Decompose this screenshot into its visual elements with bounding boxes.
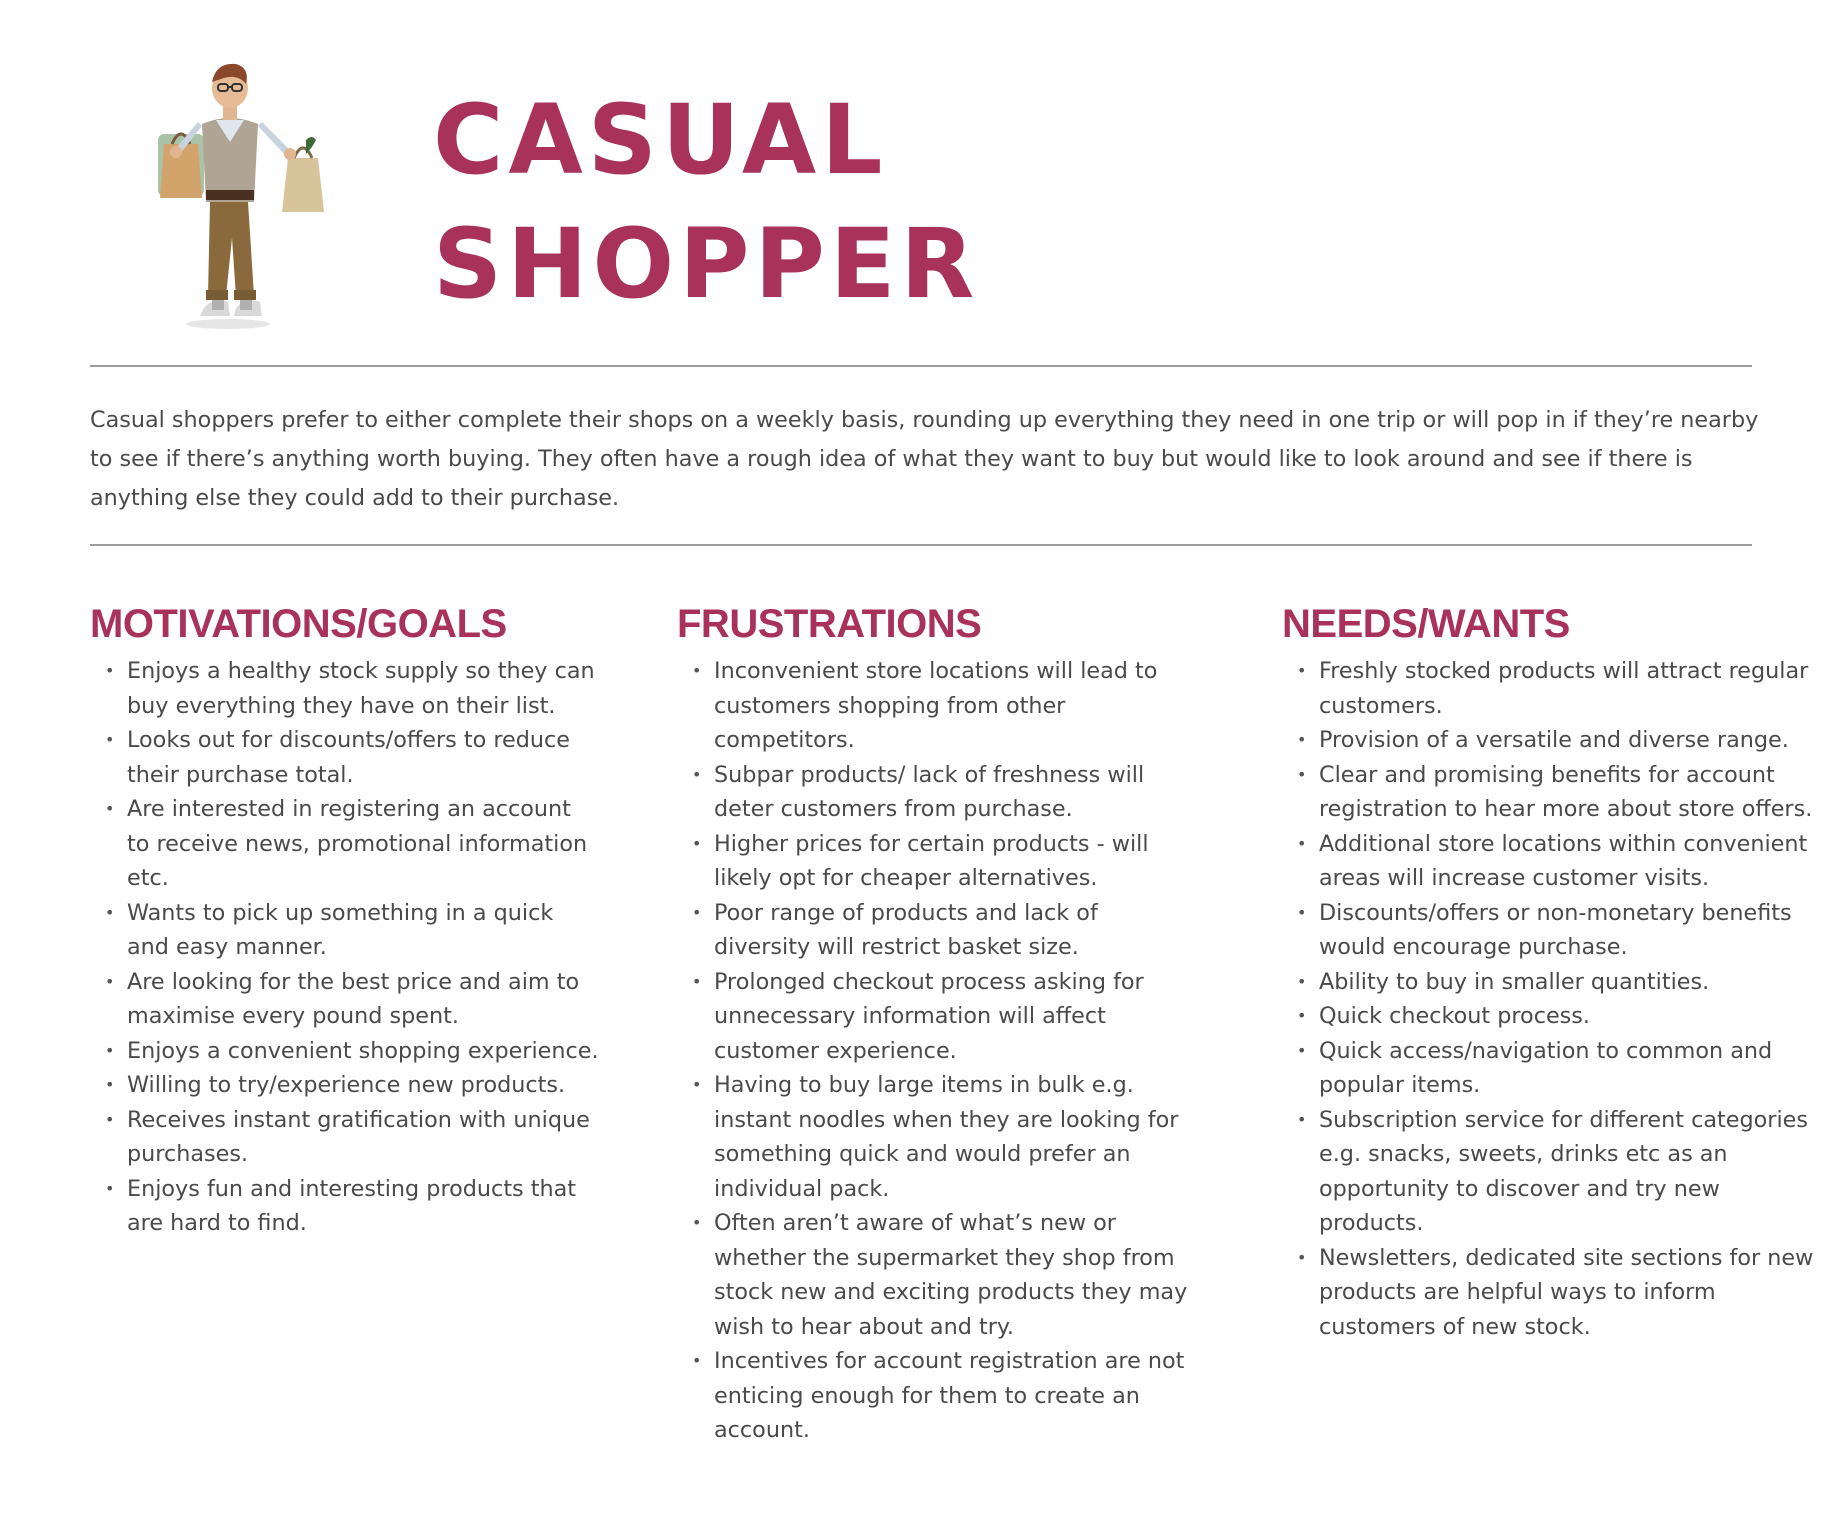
bullet-icon: •: [105, 799, 115, 818]
list-item-text: Quick access/navigation to common and popular items.: [1319, 1037, 1773, 1098]
list-item: [677, 965, 1197, 1069]
list-item: [677, 1344, 1197, 1448]
list-item-text: Provision of a versatile and diverse range.: [1319, 727, 1789, 753]
bullet-icon: •: [105, 971, 115, 991]
bullet-icon: •: [692, 971, 702, 991]
section-heading: NEEDS/WANTS: [1282, 602, 1570, 646]
list-item-text: Often aren’t aware of what’s new or whether the supermarket they shop from stock new and exciting products they may wish to hear about and try.: [714, 1210, 1188, 1340]
intro-paragraph: Casual shoppers prefer to either complete their shops on a weekly basis, rounding up everything they need in one trip or will pop in if they’re nearby to see if there’s anything worth buying. They often have a rough idea of what they want to buy but would like to look around and see if there is anything else they could add to their purchase.: [90, 407, 1759, 511]
needs-wants-section: [1282, 600, 1822, 1344]
bullet-icon: •: [105, 730, 115, 749]
list-item: [90, 896, 600, 965]
bullet-icon: •: [692, 833, 702, 853]
section-heading: MOTIVATIONS/GOALS: [90, 602, 507, 646]
list-item: [1282, 827, 1822, 896]
list-item: [677, 654, 1197, 758]
bullet-icon: •: [105, 1178, 115, 1198]
list-item-text: Incentives for account registration are not enticing enough for them to create an account.: [714, 1348, 1185, 1443]
list-item-text: Discounts/offers or non-monetary benefits would encourage purchase.: [1319, 899, 1792, 960]
bullet-icon: •: [105, 661, 115, 680]
list-item: [1282, 1103, 1822, 1241]
list-item: [1282, 723, 1822, 758]
bullet-icon: •: [692, 764, 702, 784]
list-item-text: Higher prices for certain products - will likely opt for cheaper alternatives.: [714, 830, 1149, 891]
list-item: [90, 792, 600, 896]
motivations-goals-section: [90, 600, 600, 1241]
list-item-text: Additional store locations within convenient areas will increase customer visits.: [1319, 830, 1808, 891]
list-item: [677, 758, 1197, 827]
frustrations-section: [677, 600, 1197, 1448]
frustrations-list: [677, 654, 1197, 1448]
bullet-icon: •: [105, 1109, 115, 1129]
list-item: [1282, 654, 1822, 723]
title-line-2: SHOPPER: [433, 208, 980, 320]
list-item: [1282, 896, 1822, 965]
list-item: [1282, 1034, 1822, 1103]
list-item-text: Quick checkout process.: [1319, 1003, 1590, 1029]
list-item: [677, 1206, 1197, 1344]
list-item-text: Ability to buy in smaller quantities.: [1319, 968, 1710, 995]
bullet-icon: •: [1297, 1040, 1307, 1060]
list-item-text: Are looking for the best price and aim to maximise every pound spent.: [127, 968, 580, 1029]
bullet-icon: •: [105, 1075, 115, 1094]
shopper-illustration: [140, 62, 330, 332]
list-item-text: Looks out for discounts/offers to reduce their purchase total.: [127, 727, 570, 788]
list-item: [90, 654, 600, 723]
list-item-text: Enjoys a healthy stock supply so they can buy everything they have on their list.: [127, 658, 595, 719]
bullet-icon: •: [1297, 1006, 1307, 1025]
list-item-text: Prolonged checkout process asking for unnecessary information will affect customer experience.: [714, 968, 1144, 1064]
bullet-icon: •: [692, 1351, 702, 1370]
bullet-icon: •: [105, 1040, 115, 1060]
list-item: [1282, 758, 1822, 827]
bullet-icon: •: [1297, 971, 1307, 991]
list-item-text: Having to buy large items in bulk e.g. instant noodles when they are looking for something quick and would prefer an individual pack.: [714, 1072, 1179, 1202]
bullet-icon: •: [1297, 902, 1307, 922]
bullet-icon: •: [1297, 661, 1307, 680]
list-item-text: Are interested in registering an account to receive news, promotional information etc.: [127, 796, 588, 891]
title-line-1: CASUAL: [433, 84, 888, 196]
list-item: [677, 896, 1197, 965]
bullet-icon: •: [1297, 1247, 1307, 1267]
list-item-text: Subscription service for different categories e.g. snacks, sweets, drinks etc as an opportunity to discover and try new products.: [1319, 1106, 1808, 1236]
list-item-text: Inconvenient store locations will lead to customers shopping from other competitors.: [714, 658, 1158, 753]
list-item-text: Wants to pick up something in a quick and easy manner.: [127, 899, 554, 960]
list-item: [1282, 965, 1822, 1000]
list-item-text: Enjoys fun and interesting products that are hard to find.: [127, 1175, 577, 1236]
bullet-icon: •: [1297, 1109, 1307, 1129]
bullet-icon: •: [105, 902, 115, 922]
divider-bottom: [90, 544, 1752, 546]
motivations-list: [90, 654, 600, 1241]
list-item: [1282, 1241, 1822, 1345]
list-item-text: Newsletters, dedicated site sections for new products are helpful ways to inform customers of new stock.: [1319, 1244, 1814, 1340]
list-item-text: Willing to try/experience new products.: [127, 1072, 566, 1098]
list-item-text: Enjoys a convenient shopping experience.: [127, 1037, 599, 1064]
bullet-icon: •: [1297, 764, 1307, 784]
bullet-icon: •: [1297, 833, 1307, 853]
list-item: [90, 1172, 600, 1241]
list-item-text: Freshly stocked products will attract regular customers.: [1319, 658, 1809, 719]
list-item: [1282, 999, 1822, 1034]
bullet-icon: •: [692, 661, 702, 680]
list-item: [677, 1068, 1197, 1206]
list-item: [90, 723, 600, 792]
list-item: [90, 1034, 600, 1069]
bullet-icon: •: [1297, 730, 1307, 749]
list-item: [677, 827, 1197, 896]
bullet-icon: •: [692, 902, 702, 922]
list-item: [90, 1103, 600, 1172]
bullet-icon: •: [692, 1075, 702, 1094]
page-title: [433, 78, 979, 326]
list-item-text: Poor range of products and lack of diversity will restrict basket size.: [714, 899, 1098, 960]
section-heading: FRUSTRATIONS: [677, 602, 982, 646]
list-item-text: Clear and promising benefits for account registration to hear more about store offers.: [1319, 761, 1813, 822]
list-item-text: Receives instant gratification with unique purchases.: [127, 1106, 590, 1167]
list-item: [90, 965, 600, 1034]
list-item-text: Subpar products/ lack of freshness will deter customers from purchase.: [714, 761, 1145, 822]
needs-wants-list: [1282, 654, 1822, 1344]
list-item: [90, 1068, 600, 1103]
bullet-icon: •: [692, 1213, 702, 1232]
divider-top: [90, 365, 1752, 367]
